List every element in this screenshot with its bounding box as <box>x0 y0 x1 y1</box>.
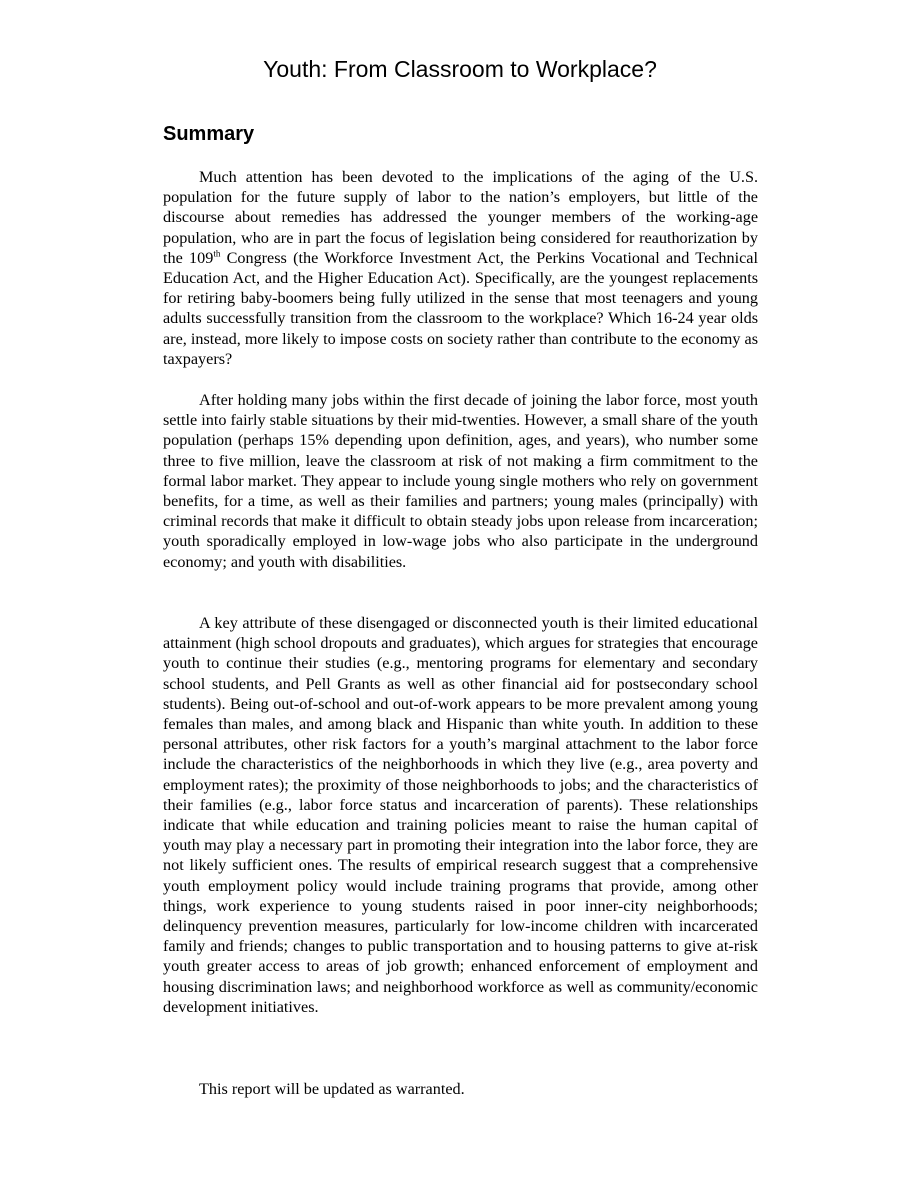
summary-paragraph-2: After holding many jobs within the first decade of joining the labor force, most youth settle into fairly stable situations by their mid-twenties. However, a small share of the youth population (perhaps 15% depending upon definition, ages, and years), who number some three to five million, leave the classroom at risk of not making a firm commitment to the formal labor market. They appear to include young single mothers who rely on government benefits, for a time, as well as their families and partners; young males (principally) with criminal records that make it difficult to obtain steady jobs upon release from incarceration; youth sporadically employed in low-wage jobs who also participate in the underground economy; and youth with disabilities. <box>163 391 758 571</box>
ordinal-superscript: th <box>213 248 221 259</box>
summary-paragraph-3: A key attribute of these disengaged or disconnected youth is their limited educational attainment (high school dropouts and graduates), which argues for strategies that encourage youth to continue their studies (e.g., mentoring programs for elementary and secondary school students, and Pell Grants as well as other financial aid for postsecondary school students). Being out-of-school and out-of-work appears to be more prevalent among young females than males, and among black and Hispanic than white youth. In addition to these personal attributes, other risk factors for a youth’s marginal attachment to the labor force include the characteristics of the neighborhoods in which they live (e.g., area poverty and employment rates); the proximity of those neighborhoods to jobs; and the characteristics of their families (e.g., labor force status and incarceration of parents). These relationships indicate that while education and training policies meant to raise the human capital of youth may play a necessary part in promoting their integration into the labor force, they are not likely sufficient ones. The results of empirical research suggest that a comprehensive youth employment policy would include training programs that provide, among other things, work experience to young students raised in poor inner-city neighborhoods; delinquency prevention measures, particularly for low-income children with incarcerated family and friends; changes to public transportation and to housing patterns to give at-risk youth greater access to areas of job growth; enhanced enforcement of employment and housing discrimination laws; and neighborhood workforce as well as community/economic development initiatives. <box>163 614 758 1016</box>
section-heading: Summary <box>163 123 255 145</box>
summary-paragraph-1 <box>163 167 758 369</box>
paragraph-1-text-start: Much attention has been devoted to the implications of the aging of the U.S. population for the future supply of labor to the nation’s employers, but little of the discourse about remedies has addressed the younger members of the working-age population, who are in part the focus of legislation being considered for reauthorization by the 109 <box>163 168 758 267</box>
update-note: This report will be updated as warranted. <box>199 1080 465 1098</box>
page-title: Youth: From Classroom to Workplace? <box>263 56 657 82</box>
paragraph-1-text-end: Congress (the Workforce Investment Act, the Perkins Vocational and Technical Education Act, and the Higher Education Act). Specifically, are the youngest replacements for retiring baby-boomers being fully utilized in the sense that most teenagers and young adults successfully transition from the classroom to the workplace? Which 16-24 year olds are, instead, more likely to impose costs on society rather than contribute to the economy as taxpayers? <box>163 248 758 368</box>
